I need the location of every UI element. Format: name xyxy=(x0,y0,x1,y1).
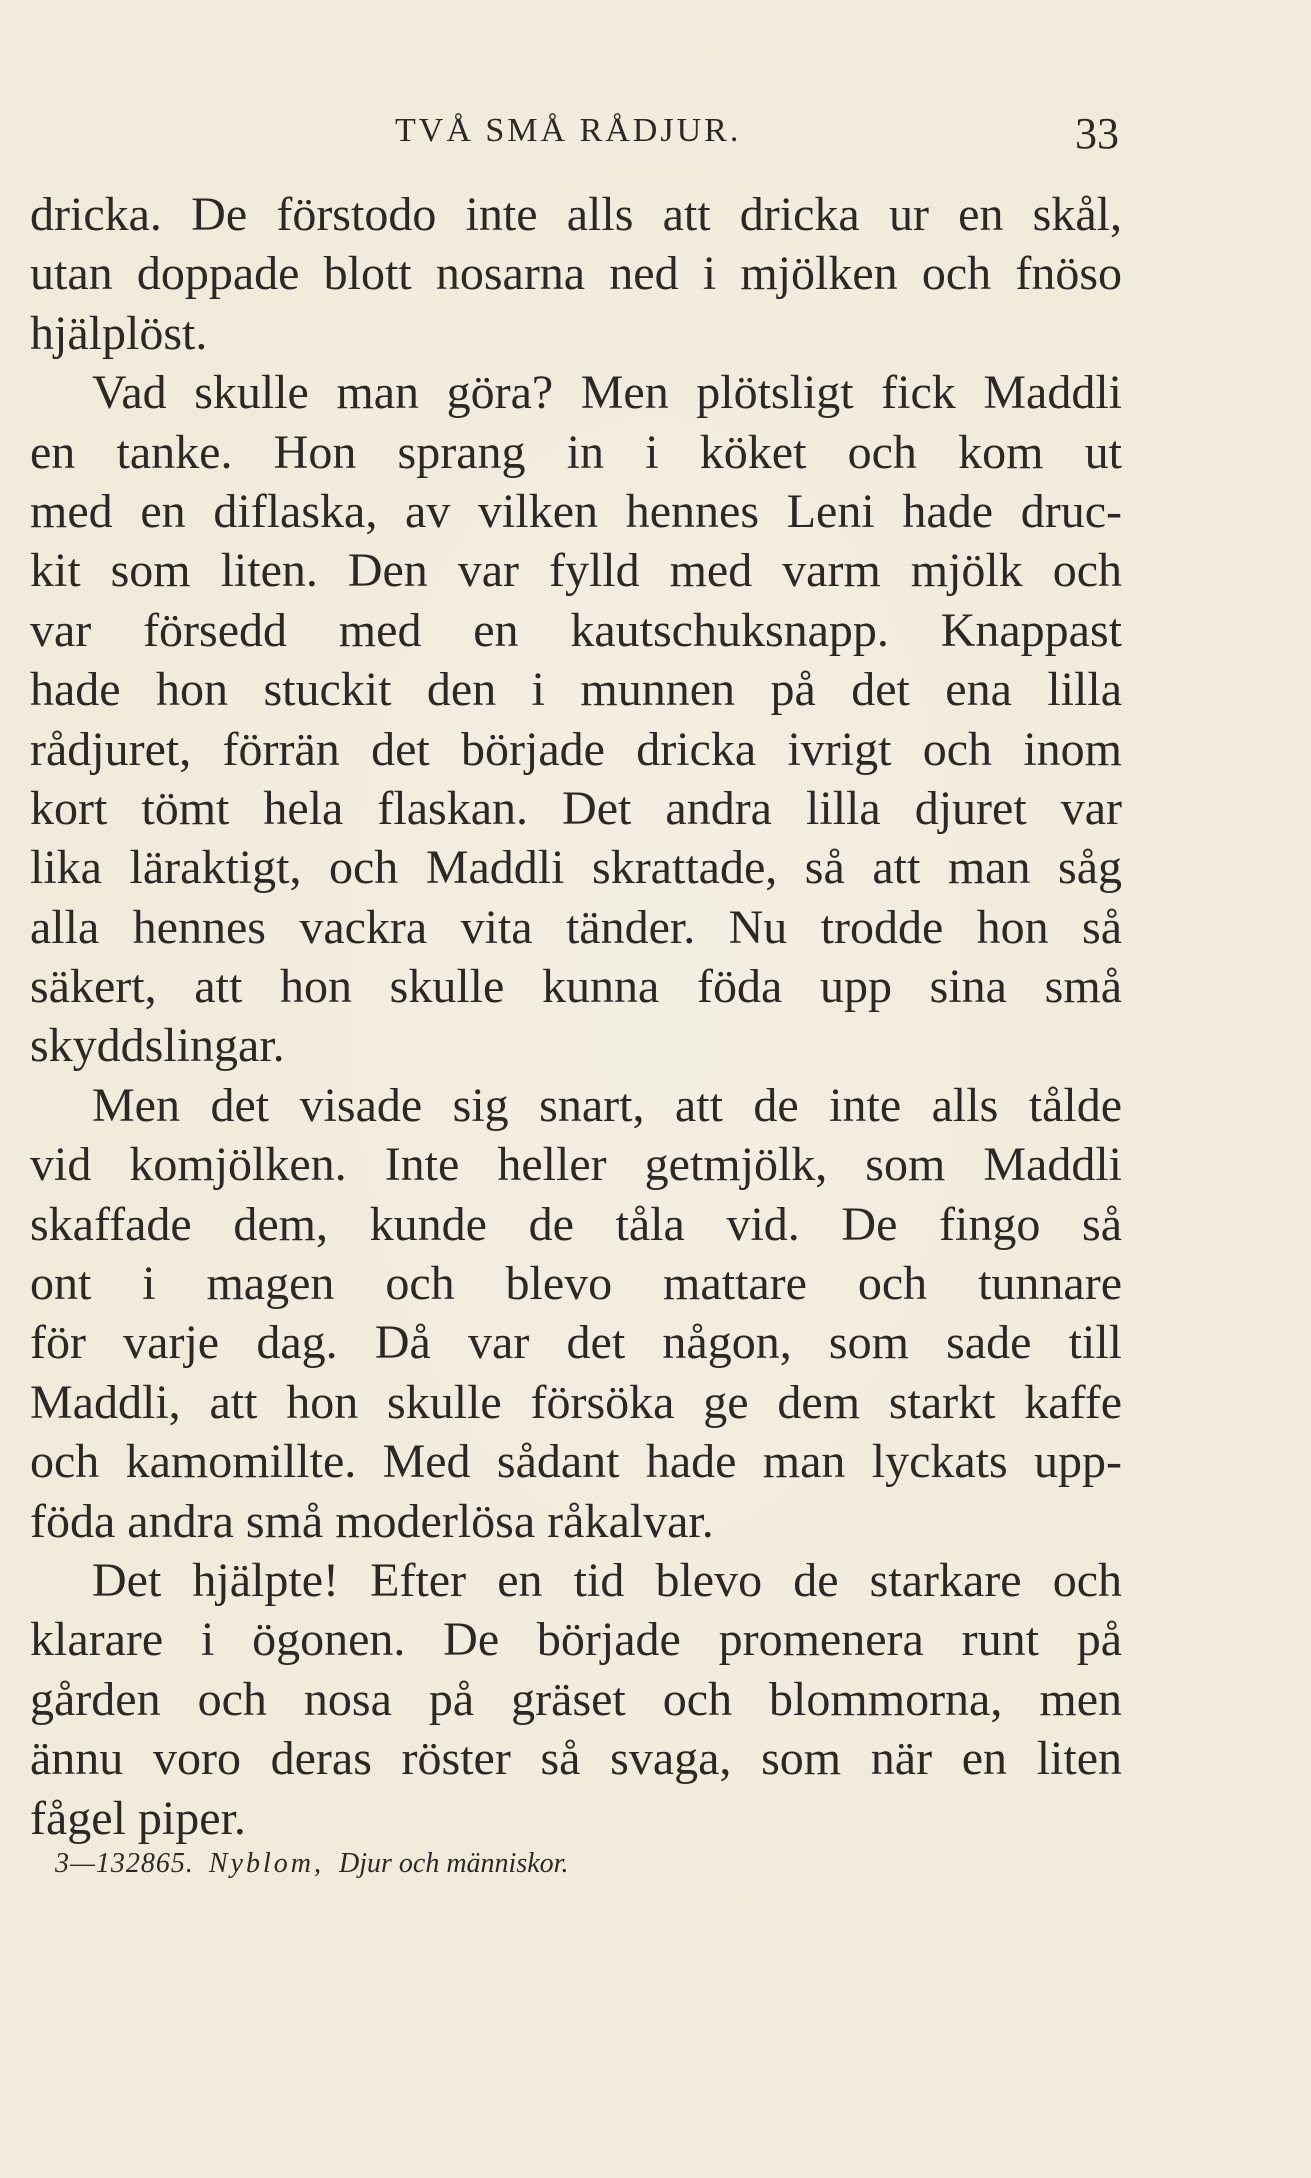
text-line: för varje dag. Då var det någon, som sade till xyxy=(30,1316,1122,1370)
text-line: Det hjälpte! Efter en tid blevo de starkare och xyxy=(92,1553,1122,1607)
text-line: lika läraktigt, och Maddli skrattade, så att man såg xyxy=(30,841,1122,895)
text-line: skyddslingar. xyxy=(30,1019,285,1073)
printer-signature xyxy=(55,1848,568,1880)
text-line: kort tömt hela flaskan. Det andra lilla djuret var xyxy=(30,781,1122,835)
text-line: skaffade dem, kunde de tåla vid. De fingo så xyxy=(30,1197,1122,1251)
text-line: dricka. De förstodo inte alls att dricka ur en skål, xyxy=(30,188,1122,241)
text-line: ännu voro deras röster så svaga, som när en liten xyxy=(30,1732,1122,1786)
text-line: vid komjölken. Inte heller getmjölk, som Maddli xyxy=(30,1138,1122,1192)
signature-code: 3—132865. xyxy=(55,1848,194,1879)
text-line: säkert, att hon skulle kunna föda upp sina små xyxy=(30,960,1122,1014)
text-line: och kamomillte. Med sådant hade man lyckats upp- xyxy=(30,1435,1122,1489)
text-line: klarare i ögonen. De började promenera runt på xyxy=(30,1613,1122,1667)
text-line: hade hon stuckit den i munnen på det ena lilla xyxy=(30,663,1122,717)
text-line: Men det visade sig snart, att de inte alls tålde xyxy=(92,1078,1122,1132)
text-line: en tanke. Hon sprang in i köket och kom ut xyxy=(30,425,1122,479)
text-line: var försedd med en kautschuksnapp. Knappast xyxy=(30,603,1122,657)
signature-author: Nyblom, xyxy=(208,1848,325,1879)
text-line: rådjuret, förrän det började dricka ivrigt och inom xyxy=(30,722,1122,776)
text-line: kit som liten. Den var fylld med varm mjölk och xyxy=(30,544,1122,598)
text-line: hjälplöst. xyxy=(30,306,208,360)
text-line: ont i magen och blevo mattare och tunnare xyxy=(30,1257,1122,1311)
text-line: med en diflaska, av vilken hennes Leni hade druc- xyxy=(30,484,1122,538)
body-text xyxy=(30,185,1122,1848)
text-line: Vad skulle man göra? Men plötsligt fick Maddli xyxy=(92,366,1122,420)
signature-title: Djur och människor. xyxy=(339,1848,569,1879)
text-line: föda andra små moderlösa råkalvar. xyxy=(30,1494,714,1548)
text-line: utan doppade blott nosarna ned i mjölken och fnöso xyxy=(30,247,1122,301)
text-line: alla hennes vackra vita tänder. Nu trodde hon så xyxy=(30,900,1122,954)
running-title: TVÅ SMÅ RÅDJUR. xyxy=(395,112,742,149)
page-number: 33 xyxy=(1075,109,1119,158)
text-line: Maddli, att hon skulle försöka ge dem starkt kaffe xyxy=(30,1375,1122,1429)
running-head xyxy=(0,108,1311,158)
text-line: fågel piper. xyxy=(30,1791,246,1845)
text-line: gården och nosa på gräset och blommorna, men xyxy=(30,1672,1122,1726)
